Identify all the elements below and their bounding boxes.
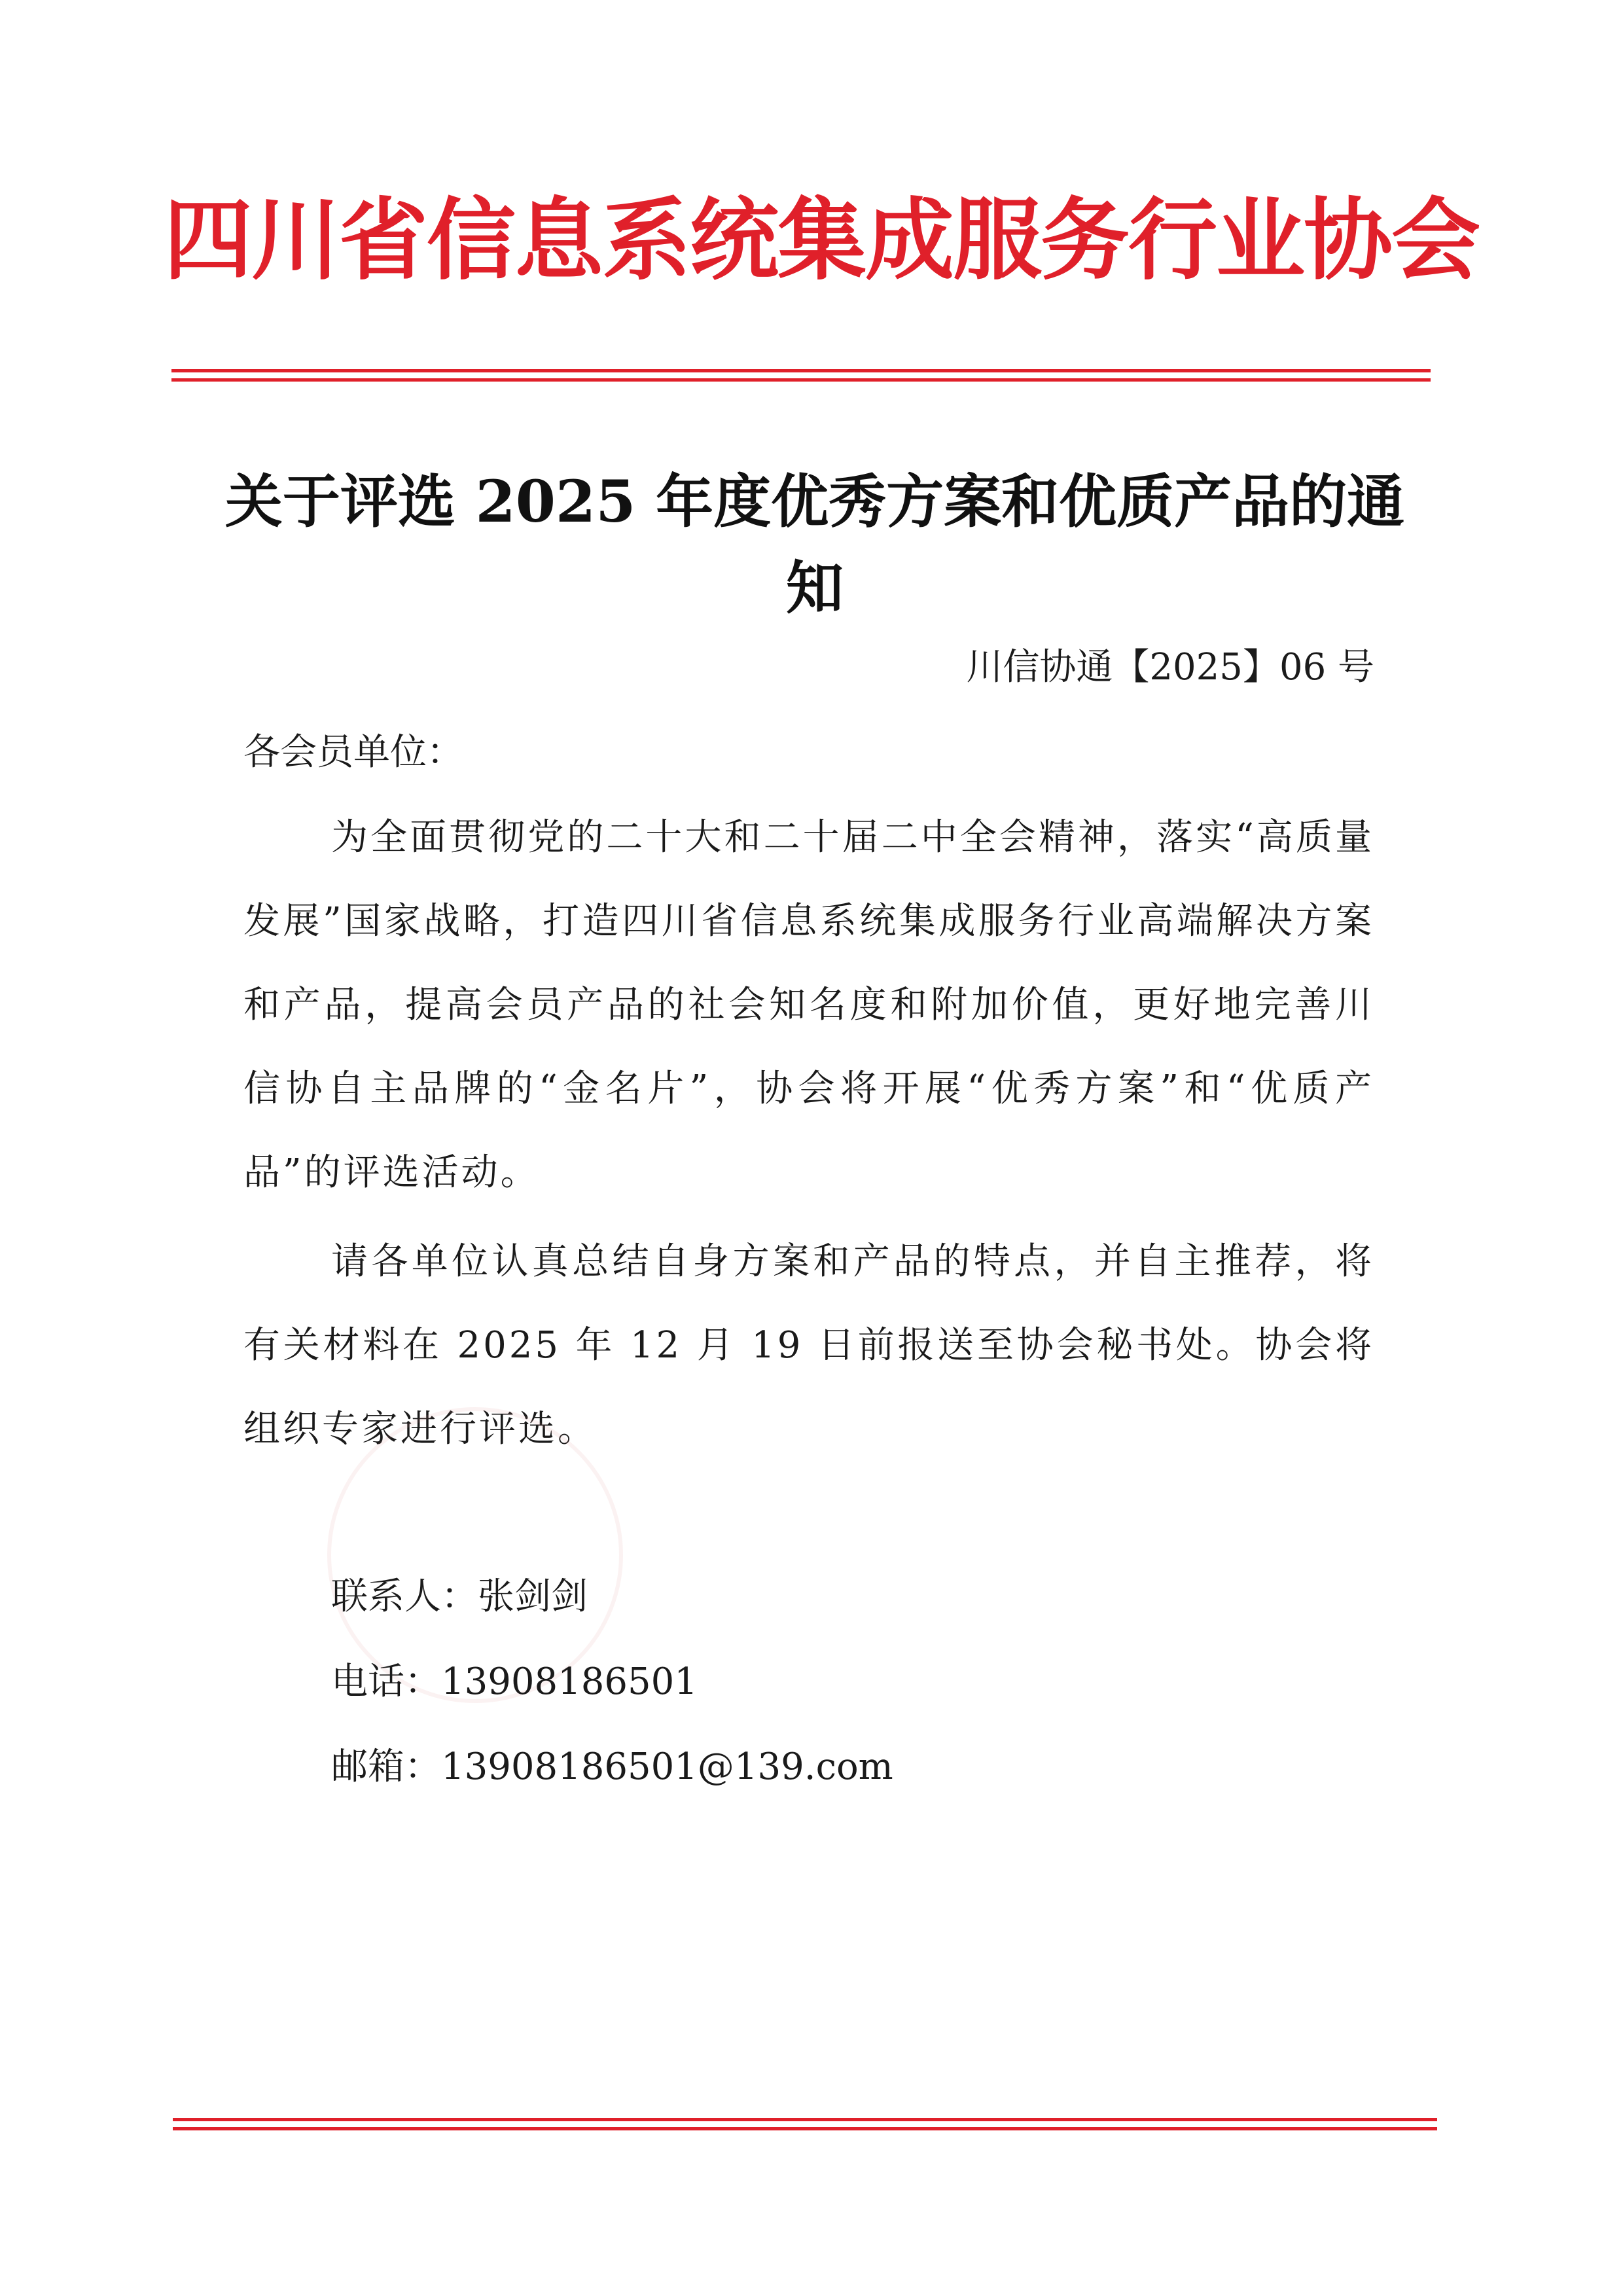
body-paragraph-2: 请各单位认真总结自身方案和产品的特点，并自主推荐，将有关材料在 2025 年 12 月 19 日前报送至协会秘书处。协会将组织专家进行评选。 <box>243 1240 1374 1450</box>
body-paragraph-1: 为全面贯彻党的二十大和二十届二中全会精神，落实“高质量发展”国家战略，打造四川省信息系统集成服务行业高端解决方案和产品，提高会员产品的社会知名度和附加价值，更好地完善川信协自主品牌的“金名片”，协会将开展“优秀方案”和“优质产品”的评选活动。 <box>243 816 1374 1194</box>
document-number: 川信协通【2025】06 号 <box>966 646 1374 689</box>
contact-person: 联系人：张剑剑 <box>331 1575 588 1618</box>
salutation: 各会员单位： <box>243 731 463 774</box>
header-divider-thick <box>171 369 1431 372</box>
footer-divider-thick <box>173 2118 1437 2121</box>
footer-divider-thin <box>173 2127 1437 2130</box>
contact-phone: 电话：13908186501 <box>331 1660 698 1703</box>
contact-email: 邮箱：13908186501@139.com <box>331 1746 893 1788</box>
organization-header: 四川省信息系统集成服务行业协会 <box>164 189 1479 293</box>
notice-title: 关于评选 2025 年度优秀方案和优质产品的通知 <box>224 467 1405 622</box>
header-divider-thin <box>171 378 1431 382</box>
